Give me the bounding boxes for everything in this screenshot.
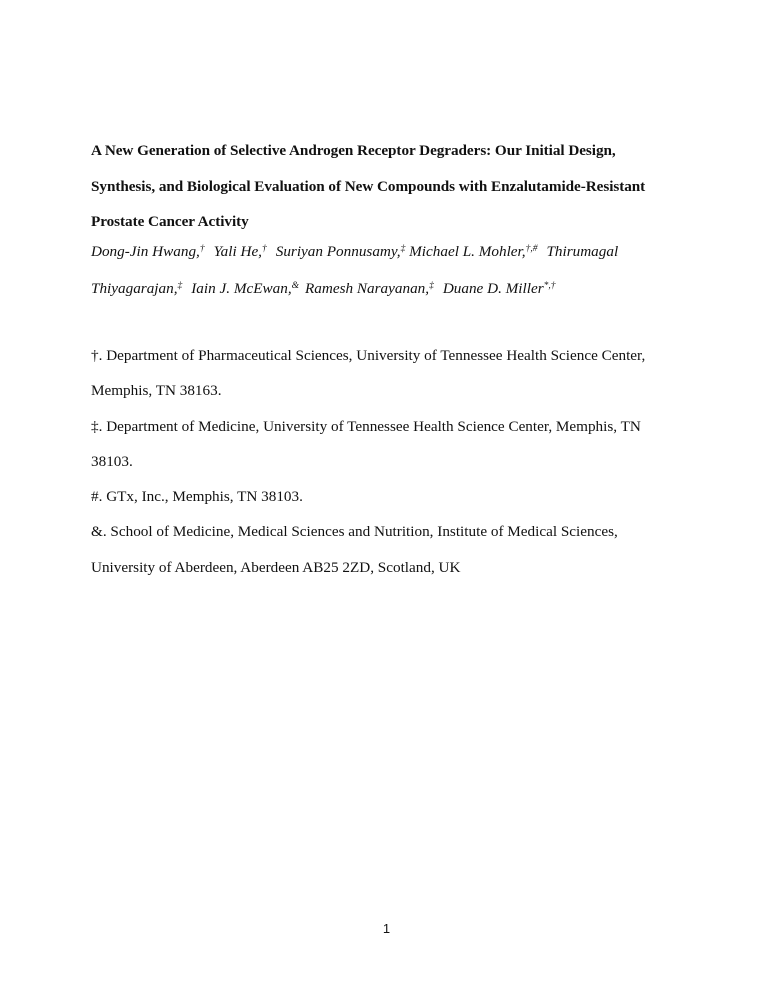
affiliation-mark: †,# bbox=[525, 243, 538, 254]
author-line bbox=[91, 233, 711, 270]
affiliation-mark: & bbox=[291, 280, 300, 291]
affiliation-line: #. GTx, Inc., Memphis, TN 38103. bbox=[91, 488, 303, 506]
author-list bbox=[91, 233, 711, 307]
author bbox=[305, 280, 434, 297]
author-name: Ramesh Narayanan, bbox=[305, 280, 430, 297]
affiliation-line: 38103. bbox=[91, 452, 133, 470]
author bbox=[91, 280, 182, 297]
author-name: Suriyan Ponnusamy, bbox=[275, 243, 401, 260]
author bbox=[191, 280, 299, 297]
author-name: Duane D. Miller bbox=[442, 280, 544, 297]
affiliation-mark: *,† bbox=[543, 280, 556, 291]
author bbox=[443, 280, 556, 297]
author bbox=[409, 243, 537, 260]
affiliation-line: &. School of Medicine, Medical Sciences and Nutrition, Institute of Medical Sciences, bbox=[91, 523, 618, 541]
title-line: Synthesis, and Biological Evaluation of New Compounds with Enzalutamide-Resistant bbox=[91, 177, 646, 195]
affiliation-mark: ‡ bbox=[429, 280, 434, 291]
author-name: Michael L. Mohler, bbox=[409, 243, 526, 260]
paper-title bbox=[91, 133, 691, 240]
affiliation-mark: ‡ bbox=[400, 243, 406, 254]
title-line: A New Generation of Selective Androgen Receptor Degraders: Our Initial Design, bbox=[91, 142, 616, 159]
affiliation-mark: † bbox=[199, 243, 205, 254]
author bbox=[91, 243, 205, 260]
author-name: Dong-Jin Hwang, bbox=[91, 243, 200, 260]
page-number: 1 bbox=[382, 921, 391, 936]
author bbox=[276, 243, 406, 260]
affiliation-line: †. Department of Pharmaceutical Sciences, University of Tennessee Health Science Center, bbox=[91, 347, 646, 364]
affiliation-mark: ‡ bbox=[177, 280, 183, 291]
author-name: Thirumagal bbox=[546, 243, 619, 260]
title-line: Prostate Cancer Activity bbox=[91, 213, 249, 230]
affiliation-line: University of Aberdeen, Aberdeen AB25 2ZD, Scotland, UK bbox=[91, 558, 461, 576]
affiliation-list bbox=[91, 338, 691, 585]
author bbox=[546, 243, 618, 260]
author-name: Iain J. McEwan, bbox=[191, 280, 292, 297]
author-line bbox=[91, 270, 711, 307]
author-name: Thiyagarajan, bbox=[91, 280, 178, 297]
author-name: Yali He, bbox=[213, 243, 262, 260]
affiliation-line: Memphis, TN 38163. bbox=[91, 382, 222, 400]
author bbox=[214, 243, 267, 260]
affiliation-line: ‡. Department of Medicine, University of Tennessee Health Science Center, Memphis, TN bbox=[91, 417, 641, 435]
affiliation-mark: † bbox=[261, 243, 267, 254]
